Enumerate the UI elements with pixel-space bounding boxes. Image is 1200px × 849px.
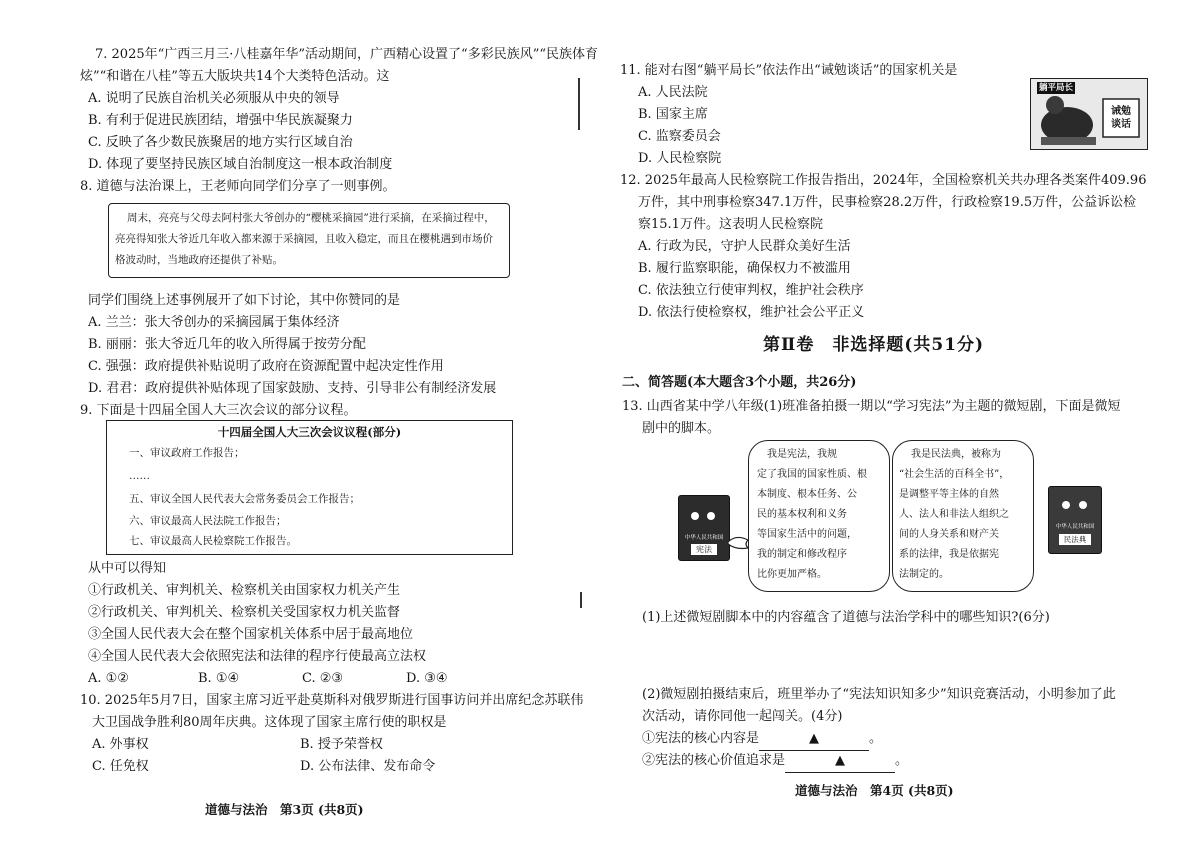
- q9-agenda-item7: 七、审议最高人民检察院工作报告。: [129, 535, 297, 547]
- bubble-right-line4: 人、法人和非法人组织之: [899, 509, 1009, 520]
- q11-option-b[interactable]: B. 国家主席: [638, 107, 708, 122]
- constitution-speech-bubble: [748, 440, 890, 592]
- section-2-heading: 二、简答题(本大题含3个小题，共26分): [622, 375, 857, 390]
- q10-stem-line2: 大卫国战争胜利80周年庆典。这体现了国家主席行使的职权是: [92, 715, 447, 730]
- bubble-left-line2: 定了我国的国家性质、根: [757, 469, 867, 480]
- bubble-right-line6: 系的法律，我是依据宪: [899, 549, 999, 560]
- q13-blank2-marker: ▲: [835, 753, 846, 768]
- q9-option-d[interactable]: D. ③④: [406, 671, 448, 686]
- q9-statement-1: ①行政机关、审判机关、检察机关由国家权力机关产生: [88, 583, 401, 598]
- civil-code-speech-bubble: [892, 440, 1034, 592]
- constitution-pointing-hand-icon: [726, 532, 752, 552]
- civil-code-book-label2: 民法典: [1059, 534, 1091, 545]
- q12-stem-line3: 察15.1万件。这表明人民检察院: [638, 217, 823, 232]
- q9-agenda-box: [106, 420, 513, 555]
- q12-stem-line2: 万件，其中刑事检察347.1万件，民事检察28.2万件，行政检察19.5万件，公益诉讼检: [638, 195, 1137, 210]
- q8-option-a[interactable]: A. 兰兰：张大爷创办的采摘园属于集体经济: [88, 315, 340, 330]
- bubble-left-line4: 民的基本权利和义务: [757, 509, 847, 520]
- q13-blank1-end: 。: [869, 731, 883, 746]
- q7-option-c[interactable]: C. 反映了各少数民族聚居的地方实行区域自治: [88, 135, 353, 150]
- q7-stem-line1: 7. 2025年“广西三月三·八桂嘉年华”活动期间，广西精心设置了“多彩民族风”“民族体育: [95, 47, 598, 62]
- bubble-right-line2: “社会生活的百科全书”，: [899, 469, 1010, 480]
- bubble-left-line3: 本制度、根本任务、公: [757, 489, 857, 500]
- q12-stem-line1: 12. 2025年最高人民检察院工作报告指出，2024年，全国检察机关共办理各类案件409.96: [620, 173, 1147, 188]
- q8-discussion: 同学们围绕上述事例展开了如下讨论，其中你赞同的是: [88, 293, 401, 308]
- q8-option-d[interactable]: D. 君君：政府提供补贴体现了国家鼓励、支持、引导非公有制经济发展: [88, 381, 497, 396]
- q13-blank2-end: 。: [895, 753, 909, 768]
- q11-option-d[interactable]: D. 人民检察院: [638, 151, 722, 166]
- bubble-right-line1: 我是民法典，被称为: [911, 449, 1001, 460]
- q13-blank2-prefix: ②宪法的核心价值追求是: [642, 753, 786, 768]
- q11-cartoon: [1030, 78, 1148, 150]
- q13-stem-line2: 剧中的脚本。: [642, 421, 721, 436]
- bubble-right-line7: 法制定的。: [899, 569, 949, 580]
- q7-stem-line2: 炫”“和谐在八桂”等五大版块共14个大类特色活动。这: [80, 69, 390, 84]
- q9-statement-2: ②行政机关、审判机关、检察机关受国家权力机关监督: [88, 605, 401, 620]
- q10-option-b[interactable]: B. 授予荣誉权: [300, 737, 383, 752]
- constitution-book-label1: 中华人民共和国: [684, 535, 724, 541]
- civil-code-book-label1: 中华人民共和国: [1055, 524, 1095, 530]
- bubble-right-line5: 间的人身关系和财产关: [899, 529, 999, 540]
- right-page: [600, 0, 1200, 849]
- q10-option-d[interactable]: D. 公布法律、发布命令: [300, 759, 436, 774]
- q7-option-b[interactable]: B. 有利于促进民族团结，增强中华民族凝聚力: [88, 113, 353, 128]
- right-page-footer: 道德与法治 第4页 (共8页): [795, 783, 954, 798]
- q13-blank1-marker: ▲: [809, 731, 820, 746]
- q13-sub2-line1: (2)微短剧拍摄结束后，班里举办了“宪法知识知多少”知识竞赛活动，小明参加了此: [642, 687, 1116, 702]
- q13-stem-line1: 13. 山西省某中学八年级(1)班准备拍摄一期以“学习宪法”为主题的微短剧，下面是微短: [622, 399, 1121, 414]
- q8-case-box: [108, 203, 510, 278]
- q9-agenda-item1: 一、审议政府工作报告；: [129, 447, 245, 459]
- q9-statement-4: ④全国人民代表大会依照宪法和法律的程序行使最高立法权: [88, 649, 427, 664]
- q10-stem-line1: 10. 2025年5月7日，国家主席习近平赴莫斯科对俄罗斯进行国事访问并出席纪念苏联伟: [80, 693, 584, 708]
- q8-case-line1: 周末，亮亮与父母去阿村张大爷创办的“樱桃采摘园”进行采摘，在采摘过程中，: [127, 212, 495, 224]
- q9-option-a[interactable]: A. ①②: [88, 671, 129, 686]
- q11-option-c[interactable]: C. 监察委员会: [638, 129, 721, 144]
- q9-statement-3: ③全国人民代表大会在整个国家机关体系中居于最高地位: [88, 627, 414, 642]
- civil-code-eye-right: [1079, 501, 1087, 509]
- q8-case-line3: 格波动时，当地政府还提供了补贴。: [115, 254, 283, 266]
- binding-mark-top: [578, 78, 580, 130]
- q9-option-b[interactable]: B. ①④: [198, 671, 240, 686]
- constitution-eye-right: [707, 512, 715, 520]
- q10-option-c[interactable]: C. 任免权: [92, 759, 149, 774]
- bubble-right-line3: 是调整平等主体的自然: [899, 489, 999, 500]
- q13-sub2-line2: 次活动，请你同他一起闯关。(4分): [642, 709, 843, 724]
- q11-cartoon-label: 躺平局长: [1039, 83, 1074, 93]
- bubble-left-line5: 等国家生活中的问题，: [757, 529, 857, 540]
- q8-option-b[interactable]: B. 丽丽：张大爷近几年的收入所得属于按劳分配: [88, 337, 366, 352]
- civil-code-book-character: [1048, 486, 1102, 554]
- q9-agenda-item2: ……: [129, 470, 150, 482]
- bubble-left-line6: 我的制定和修改程序: [757, 549, 847, 560]
- q12-option-a[interactable]: A. 行政为民，守护人民群众美好生活: [638, 239, 851, 254]
- q12-option-b[interactable]: B. 履行监察职能，确保权力不被滥用: [638, 261, 851, 276]
- constitution-book-character: [678, 495, 730, 561]
- q10-option-a[interactable]: A. 外事权: [92, 737, 149, 752]
- civil-code-eye-left: [1062, 501, 1070, 509]
- q13-blank2-input[interactable]: [785, 750, 895, 773]
- binding-mark-bottom: [580, 592, 582, 608]
- left-page-footer: 道德与法治 第3页 (共8页): [205, 802, 364, 817]
- q13-blank1-row: [642, 728, 882, 751]
- q7-option-a[interactable]: A. 说明了民族自治机关必须服从中央的领导: [88, 91, 340, 106]
- q8-case-line2: 亮亮得知张大爷近几年收入都来源于采摘园，且收入稳定，而且在樱桃遇到市场价: [115, 233, 493, 245]
- q9-agenda-item5: 五、审议全国人民代表大会常务委员会工作报告；: [129, 493, 360, 505]
- q9-agenda-title: 十四届全国人大三次会议议程(部分): [217, 425, 402, 439]
- q9-lead: 从中可以得知: [88, 561, 167, 576]
- q13-blank1-input[interactable]: [759, 728, 869, 751]
- q11-option-a[interactable]: A. 人民法院: [638, 85, 708, 100]
- constitution-book-label2: 宪法: [691, 544, 717, 555]
- q9-option-c[interactable]: C. ②③: [302, 671, 344, 686]
- q13-sub1: (1)上述微短剧脚本中的内容蕴含了道德与法治学科中的哪些知识?(6分): [642, 610, 1050, 625]
- q13-blank1-prefix: ①宪法的核心内容是: [642, 731, 760, 746]
- q11-stem: 11. 能对右图“躺平局长”依法作出“诫勉谈话”的国家机关是: [620, 63, 958, 78]
- q13-blank2-row: [642, 750, 908, 773]
- section-2-title: 第Ⅱ卷 非选择题(共51分): [763, 335, 985, 355]
- q7-option-d[interactable]: D. 体现了要坚持民族区域自治制度这一根本政治制度: [88, 157, 393, 172]
- q8-option-c[interactable]: C. 强强：政府提供补贴说明了政府在资源配置中起决定性作用: [88, 359, 444, 374]
- constitution-eye-left: [691, 512, 699, 520]
- bubble-left-line1: 我是宪法，我规: [767, 449, 837, 460]
- q9-agenda-item6: 六、审议最高人民法院工作报告；: [129, 515, 287, 527]
- q11-cartoon-sign: 诫勉谈话: [1111, 106, 1131, 130]
- q12-option-c[interactable]: C. 依法独立行使审判权，维护社会秩序: [638, 283, 864, 298]
- bubble-left-line7: 比你更加严格。: [757, 569, 827, 580]
- q8-stem: 8. 道德与法治课上，王老师向同学们分享了一则事例。: [80, 179, 396, 194]
- q9-stem: 9. 下面是十四届全国人大三次会议的部分议程。: [80, 403, 357, 418]
- q12-option-d[interactable]: D. 依法行使检察权，维护社会公平正义: [638, 305, 865, 320]
